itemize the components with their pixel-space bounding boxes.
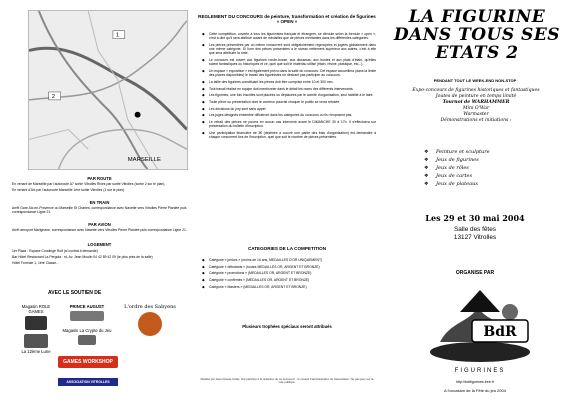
credit-note: Réalisé par Jean-Claude Colas. Ont participé à la rédaction de ce document : le conseil d'administration de l'association. Ne pas jeter sur la voie publique. (200, 377, 374, 385)
categories-list (202, 258, 376, 292)
rules-title: REGLEMENT DU CONCOURS de peinture, transformation et création de figurines « OPEN » (198, 14, 376, 24)
sponsor-name: GAMES WORKSHOP (58, 356, 118, 368)
sponsor-name: L'ordre des Sabyens (124, 304, 176, 310)
rule-item: ◆ Une participation financière de 3€ (destinée à couvrir une partie des frais d'organisation) est demandée à chaque concurrent lors de l'inscription, quel que soit le nombre de pièces présentées. (202, 131, 376, 139)
sponsor-name: Magasin La Crypte du Jeu (62, 328, 112, 333)
sponsor-logos (6, 300, 186, 395)
map-marker-2: 2 (51, 93, 56, 100)
left-column (0, 0, 190, 400)
activity-item: ❖ Jeux de plateaux (424, 180, 554, 188)
organiser-logo (420, 282, 540, 377)
rule-item: ◆ Tout travail réalisé en équipe doit mentionner dans le détail les noms des différents intervenants. (202, 87, 376, 91)
desc-line: Démonstrations et initiations : (440, 118, 512, 123)
bdr-letters: BdR (483, 324, 517, 340)
event-subtitle: PENDANT TOUT LE WEEK-END NON-STOP (433, 78, 517, 83)
train-text (12, 206, 187, 216)
rule-item: ◆ La taille des figurines constituant les pièces doit être comprise entre 10 et 300 mm. (202, 80, 376, 84)
sponsor-logo-crypte-du-jeu (62, 328, 112, 346)
activities-list (424, 148, 554, 188)
activity-item: ❖ Peinture et sculpture (424, 148, 554, 156)
sponsor-name: Magasin ROLE GAMES (21, 304, 51, 314)
access-map (28, 10, 188, 170)
train-line: Arrêt Gare Aix-en-Provence ou Marseille St Charles, correspondance avec Navette vers Vitrolles Pierre Plantée puis correspondance Ligne 21. (12, 206, 187, 215)
bdr-figurines-label: FIGURINES (454, 368, 506, 374)
prince-august-emblem-icon (70, 311, 104, 321)
rule-item: ◆ Cette compétition, ouverte à tous les figurinistes français et étrangers, se déroule selon la formule « open », c'est à dire qu'il sera attribué autant de médailles que de pièces méritantes dans les différentes catégories. (202, 32, 376, 40)
sponsor-logo-role-games (18, 304, 54, 331)
sponsors-title: AVEC LE SOUTIEN DE (48, 290, 102, 296)
right-column (384, 0, 566, 400)
activity-item: ❖ Jeux de figurines (424, 156, 554, 164)
route-line: En venant de Marseille par l'autoroute A7 sortie Vitrolles Rives par sortie Vitrolles (sortie 2 sur le plan). (12, 182, 166, 186)
moon-emblem-icon (24, 334, 48, 348)
desc-line: Mini O'War (462, 106, 490, 111)
venue-city: 13127 Vitrolles (453, 234, 497, 241)
rule-item: ◆ Le concours est ouvert aux figurines ronde-bosse, aux dioramas, aux bustes et aux plats d'étain, qu'elles soient fantastiques ou historiques et ce, quel que soit le matériau utilisé (étain, résine, plastique, etc...). (202, 58, 376, 66)
route-title: PAR ROUTE (87, 176, 112, 181)
map-marker-1: 1 (115, 32, 120, 39)
logement-line: Bar Hôtel Restaurant La Pergola : rd, Av. Jean Moulin 04 42 89 42 09 (le plus près de la salle) (12, 255, 153, 260)
category-item: ◆ Catégorie « confirmés » (MEDAILLES OR, ARGENT ET BRONZE) (202, 278, 376, 282)
desc-line: Warmaster (463, 112, 489, 117)
avion-text (12, 228, 187, 234)
logement-title: LOGEMENT (87, 242, 112, 247)
middle-column (192, 0, 382, 400)
activity-item: ❖ Jeux de cartes (424, 172, 554, 180)
activity-item: ❖ Jeux de rôles (424, 164, 554, 172)
category-item: ◆ Catégorie « débutants » (toutes MEDAILLES OR, ARGENT ET BRONZE) (202, 265, 376, 269)
sponsor-logo-games-workshop (58, 356, 118, 368)
sponsor-logo-12e-lune (16, 332, 56, 354)
route-text (12, 182, 187, 194)
sponsor-name: PRINCE AUGUST (69, 304, 105, 309)
category-item: ◆ Catégorie « promotions » (MEDAILLES OR, ARGENT ET BRONZE) (202, 271, 376, 275)
logement-line: 1er Plaaz : Espace Coudinge Rolf (si contrat à demande) (12, 249, 98, 253)
role-games-emblem-icon (25, 316, 47, 330)
sponsor-logo-prince-august (62, 304, 112, 322)
sponsor-name: ASSOCIATION VITROLLES (58, 378, 118, 386)
rule-item: ◆ Le retrait des pièces ne pourra en aucun cas intervenir avant le DIMANCHE 30 à 17h. Il s'effectuera sur présentation du bulletin d'inscription. (202, 120, 376, 128)
rule-item: ◆ Les pièces présentées par un même concurrent sont obligatoirement regroupées et jugées globalement dans une même catégorie. Si l'une des pièces présentées a le niveau nettement supérieur aux autres, c'est à elle que sera attribuée la note. (202, 43, 376, 56)
logement-text (12, 249, 187, 268)
category-item: ◆ Catégorie « Masters » (MEDAILLES OR, ARGENT ET BRONZE) (202, 285, 376, 289)
map-graphic (29, 11, 187, 169)
map-label-marseille: MARSEILLE (127, 157, 161, 164)
route-line: En venant d'Aix par l'autoroute Marseille 1ère sortie Vitrolles (1 sur le plan). (12, 188, 125, 193)
sabyens-figure-icon (138, 312, 162, 336)
category-item: ◆ Catégorie « juniors » (moins de 16 ans, MEDAILLES D'OR UNIQUEMENT) (202, 258, 376, 262)
organised-by-title: ORGANISE PAR (455, 270, 495, 276)
occasion-note: A l'occasion de la Fête du jeu 2004 (444, 388, 506, 393)
event-venue (384, 226, 566, 242)
logement-line: Hôtel Formule 1, 1ère Classe... (12, 261, 59, 266)
crypte-emblem-icon (78, 335, 96, 345)
desc-line-warhammer: Tournoi de WARHAMMER (442, 100, 510, 105)
venue-name: Salle des fêtes (454, 226, 496, 233)
rule-item: ◆ Un espace « exposition » est également prévu dans la salle du concours. Cet espace accueillera (dans la limite des places disponibles) le travail des figurinistes ne désirant pas participer au concours. (202, 69, 376, 77)
special-trophies-note: Plusieurs trophées spéciaux seront attribués (242, 324, 332, 329)
organiser-url[interactable]: http://bdrfigurines.free.fr (455, 380, 495, 384)
rule-item: ◆ Les décisions du jury sont sans appel. (202, 107, 376, 111)
avion-title: PAR AVION (88, 222, 111, 227)
rule-item: ◆ Toute pièce ou présentation dont le contenu pourrait choquer le public se verra refusée. (202, 100, 376, 104)
rule-item: ◆ Les figurines, une fois inscrites sont placées ou déplacées par le comité d'organisation, seul habilité à le faire. (202, 93, 376, 97)
train-title: EN TRAIN (89, 200, 110, 205)
sponsor-logo-ordre-sabyens (122, 304, 178, 337)
rule-item: ◆ Les juges désignés ensemble officieront dans les catégories du concours où ils n'exposent pas. (202, 113, 376, 117)
event-description (388, 88, 564, 124)
sponsor-name: La 12ème Lune (21, 349, 51, 354)
rules-list (202, 32, 376, 142)
desc-line: Expo-concours de figurines historiques et fantastiques (412, 88, 540, 93)
categories-title: CATEGORIES DE LA COMPETITION (247, 246, 327, 251)
event-dates: Les 29 et 30 mai 2004 (425, 213, 525, 223)
desc-line: Joutes de peinture en temps limité (435, 94, 517, 99)
bdr-logo-icon (420, 282, 540, 377)
event-title: LA FIGURINE DANS TOUS SES ETATS 2 (393, 7, 561, 63)
sponsor-logo-association (58, 378, 118, 386)
avion-line: Arrêt aéroport Marignane, correspondance avec Navette vers Vitrolles Pierre Plantée puis correspondance Ligne 21. (12, 228, 187, 232)
